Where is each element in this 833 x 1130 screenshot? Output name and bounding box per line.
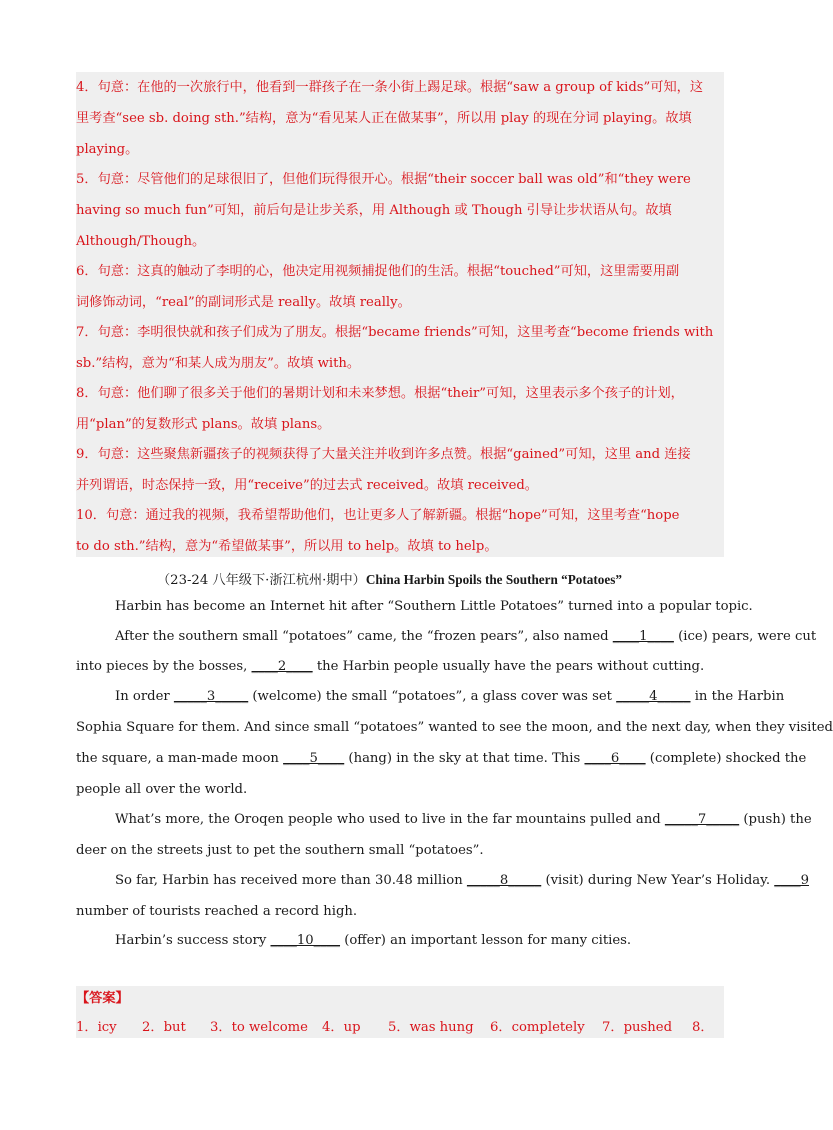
blank-7[interactable]: _____7_____ [664, 812, 740, 827]
blank-10[interactable]: ____10____ [270, 933, 341, 948]
blank-3[interactable]: _____3_____ [173, 689, 249, 704]
passage-line: deer on the streets just to pet the southern small “potatoes”. [76, 843, 484, 858]
explanation-line: 6．句意：这真的触动了李明的心，他决定用视频捕捉他们的生活。根据“touched”可知，这里需要用副 [76, 264, 680, 279]
answer-item: 2．but [142, 1020, 186, 1035]
explanation-line: 9．句意：这些聚焦新疆孩子的视频获得了大量关注并收到许多点赞。根据“gained”可知，这里 and 连接 [76, 447, 691, 462]
passage-line: into pieces by the bosses, ____2____ the Harbin people usually have the pears without cutting. [76, 659, 705, 674]
answer-item: 1．icy [76, 1020, 117, 1035]
explanation-line: 5．句意：尽管他们的足球很旧了，但他们玩得很开心。根据“their soccer ball was old”和“they were [76, 172, 691, 187]
answer-item: 7．pushed [602, 1020, 673, 1035]
explanation-line: 并列谓语，时态保持一致，用“receive”的过去式 received。故填 received。 [76, 478, 538, 493]
explanation-line: 4．句意：在他的一次旅行中，他看到一群孩子在一条小街上踢足球。根据“saw a group of kids”可知，这 [76, 80, 704, 95]
passage-line: Harbin’s success story ____10____ (offer) an important lesson for many cities. [115, 933, 632, 948]
answer-item: 5．was hung [388, 1020, 474, 1035]
explanation-line: 7．句意：李明很快就和孩子们成为了朋友。根据“became friends”可知，这里考查“become friends with [76, 325, 714, 340]
answer-item: 6．completely [490, 1020, 585, 1035]
answer-item: 8． [692, 1020, 714, 1035]
explanation-line: Although/Though。 [76, 234, 206, 249]
passage-title: China Harbin Spoils the Southern “Potatoes” [365, 572, 622, 587]
explanation-line: 8．句意：他们聊了很多关于他们的暑期计划和未来梦想。根据“their”可知，这里表示多个孩子的计划， [76, 386, 684, 401]
explanation-line: having so much fun”可知，前后句是让步关系，用 Although 或 Though 引导让步状语从句。故填 [76, 203, 672, 218]
explanation-line: 里考查“see sb. doing sth.”结构，意为“看见某人正在做某事”，所以用 play 的现在分词 playing。故填 [76, 111, 692, 126]
blank-4[interactable]: _____4_____ [616, 689, 691, 704]
blank-6[interactable]: ____6____ [584, 751, 646, 766]
explanation-line: 用“plan”的复数形式 plans。故填 plans。 [76, 417, 331, 432]
explanation-line: sb.”结构，意为“和某人成为朋友”。故填 with。 [76, 356, 361, 371]
explanation-line: 10．句意：通过我的视频，我希望帮助他们，也让更多人了解新疆。根据“hope”可知，这里考查“hope [76, 508, 680, 523]
passage-source: （23-24 八年级下·浙江杭州·期中） [157, 573, 366, 588]
passage-line: Sophia Square for them. And since small “potatoes” wanted to see the moon, and the next day, when they visited [76, 720, 833, 735]
answer-item: 4．up [322, 1020, 361, 1035]
explanation-line: playing。 [76, 142, 139, 157]
blank-1[interactable]: ____1____ [612, 629, 674, 644]
blank-9[interactable]: ____9 [774, 873, 809, 888]
passage-line: What’s more, the Oroqen people who used to live in the far mountains pulled and _____7_____ (push) the [115, 812, 812, 827]
answer-item: 3．to welcome [210, 1020, 308, 1035]
explanation-line: to do sth.”结构，意为“希望做某事”，所以用 to help。故填 to help。 [76, 539, 498, 554]
passage-line: In order _____3_____ (welcome) the small “potatoes”, a glass cover was set _____4_____ in the Harbin [115, 689, 785, 704]
passage-line: the square, a man-made moon ____5____ (hang) in the sky at that time. This ____6____ (complete) shocked the [76, 751, 807, 766]
passage-heading [157, 571, 622, 590]
blank-8[interactable]: _____8_____ [466, 873, 542, 888]
passage-line: Harbin has become an Internet hit after “Southern Little Potatoes” turned into a popular topic. [115, 599, 753, 614]
blank-5[interactable]: ____5____ [283, 751, 345, 766]
passage-line: people all over the world. [76, 782, 248, 797]
passage-line: After the southern small “potatoes” came, the “frozen pears”, also named ____1____ (ice) pears, were cut [115, 629, 817, 644]
passage-line: So far, Harbin has received more than 30.48 million _____8_____ (visit) during New Year’s Holiday. ____9 [115, 873, 809, 888]
answer-row [76, 1019, 724, 1037]
explanation-line: 词修饰动词，“real”的副词形式是 really。故填 really。 [76, 295, 411, 310]
blank-2[interactable]: ____2____ [251, 659, 313, 674]
passage-line: number of tourists reached a record high. [76, 904, 358, 919]
answer-heading: 【答案】 [76, 991, 129, 1006]
